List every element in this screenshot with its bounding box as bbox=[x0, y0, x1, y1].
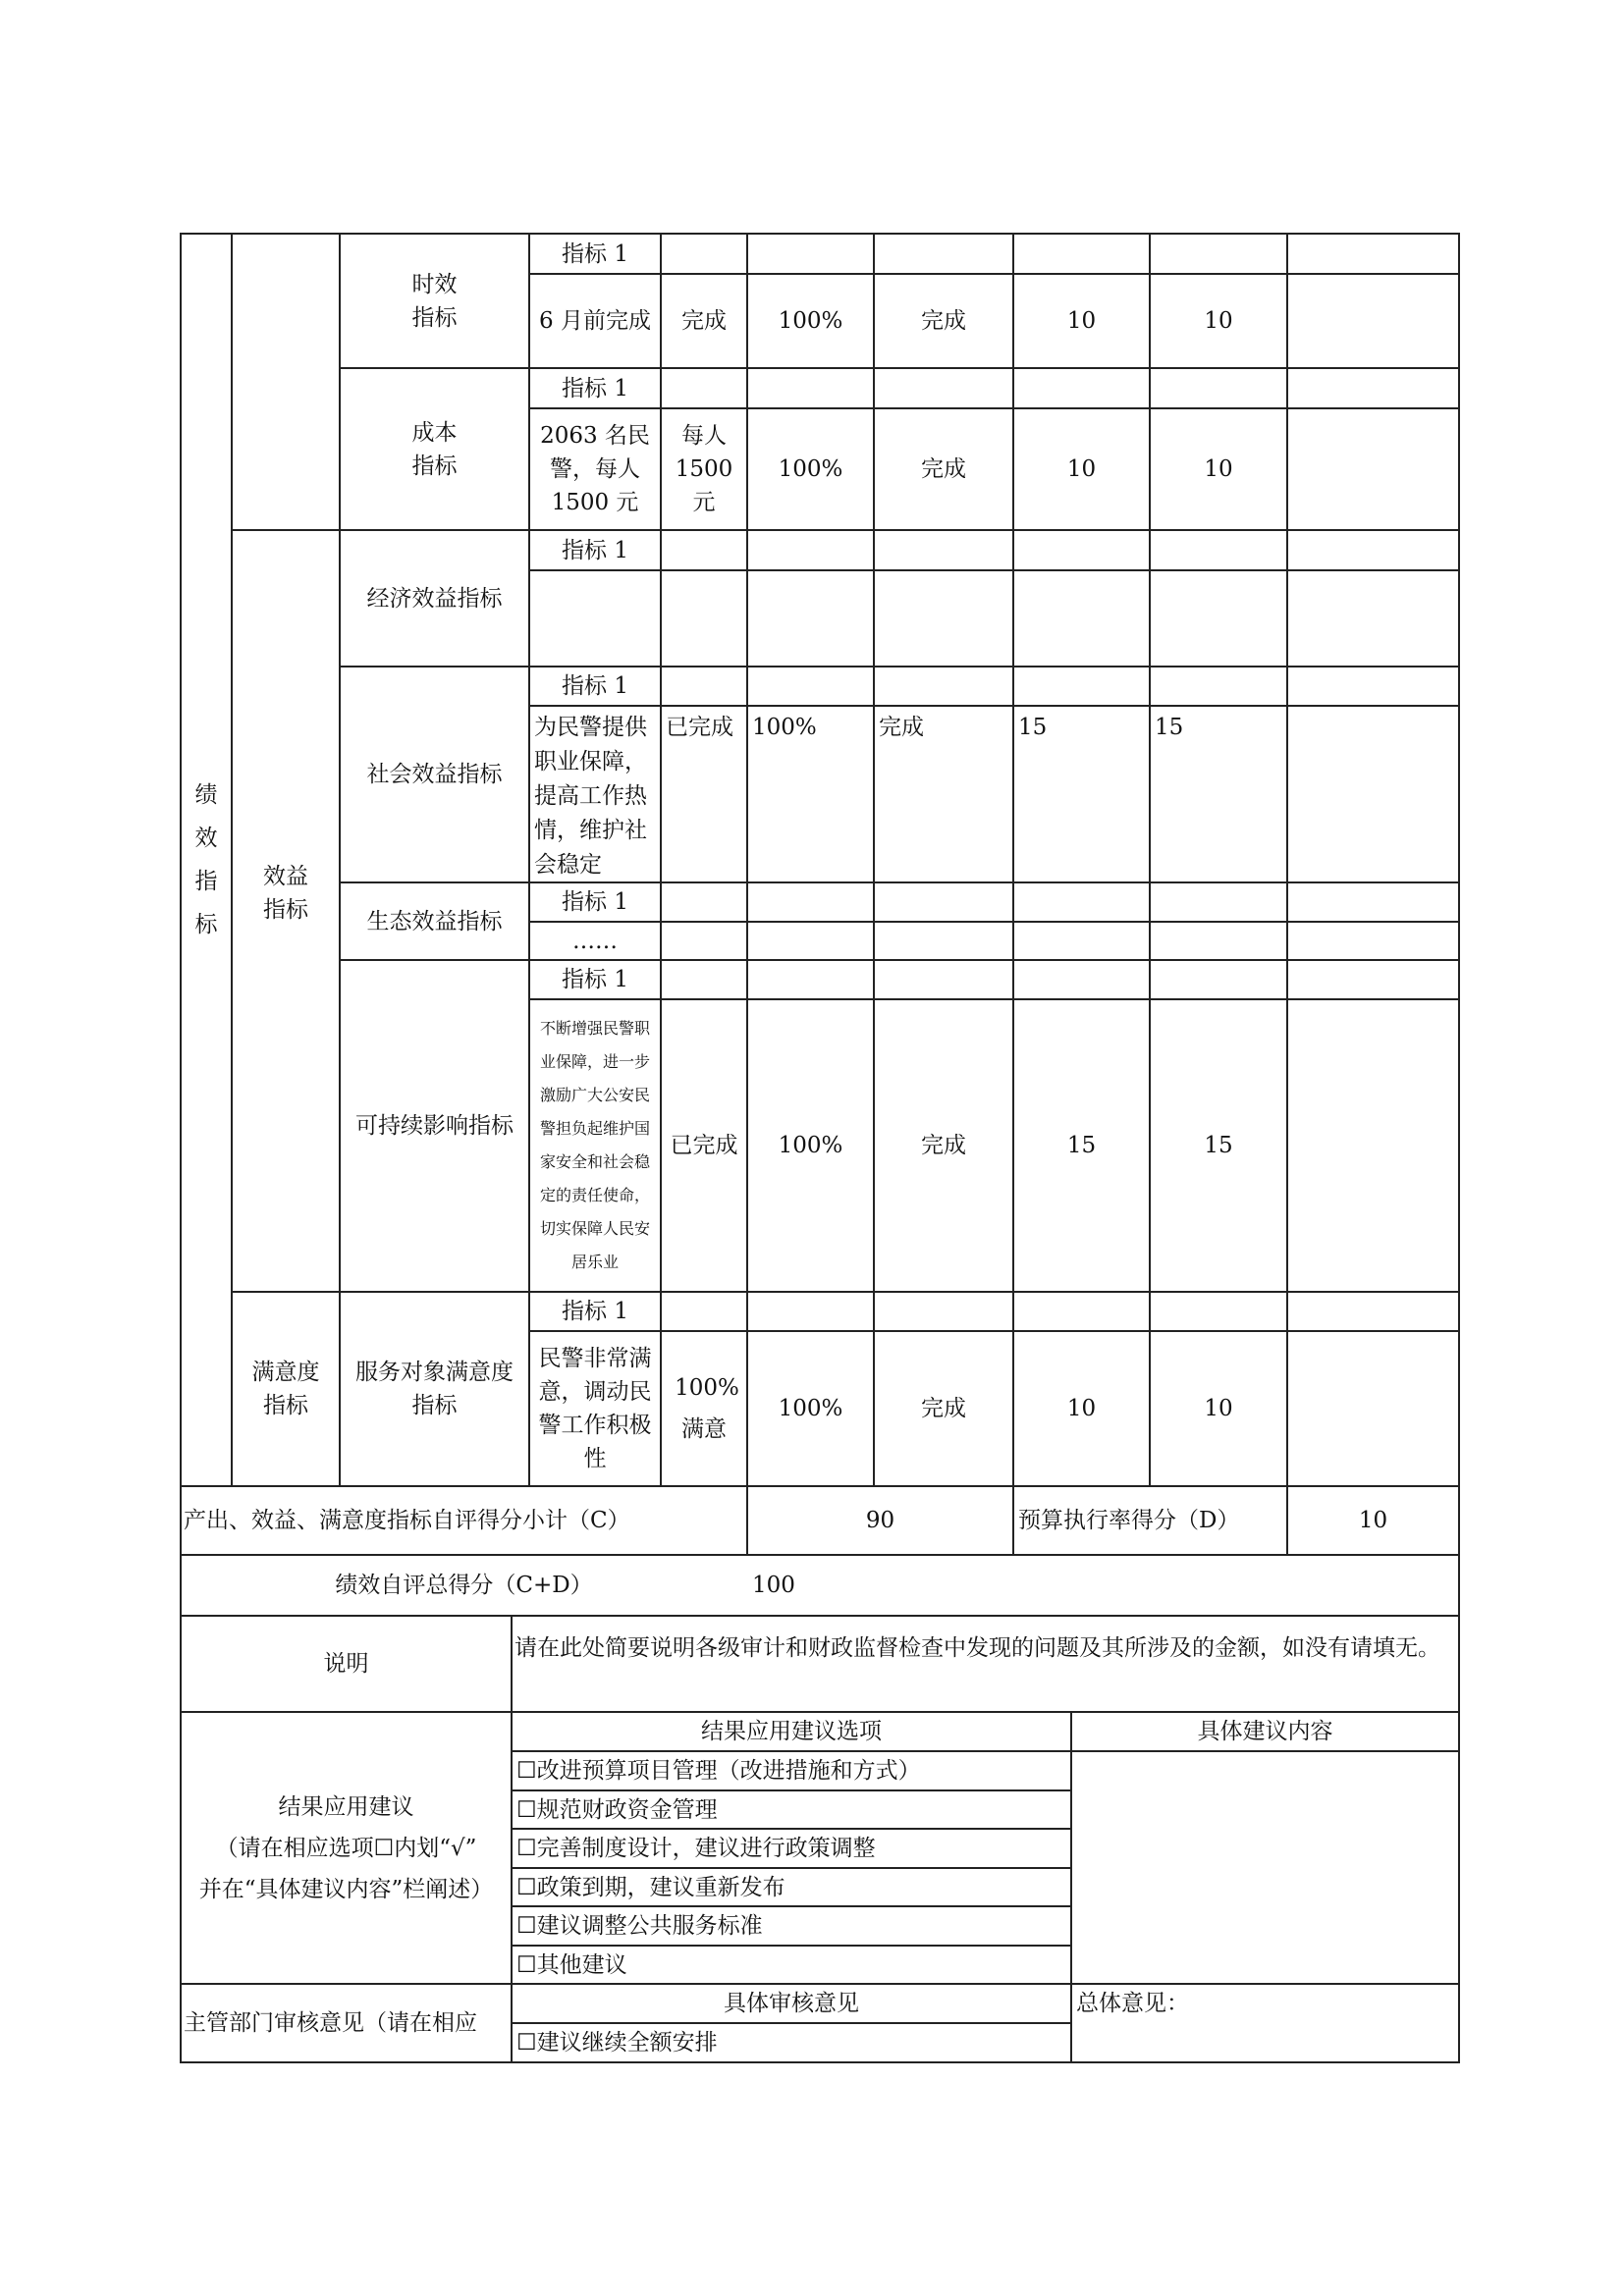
satisfaction-indicators-label: 满意度指标 bbox=[251, 1360, 320, 1418]
social-weight: 15 bbox=[1018, 715, 1048, 740]
economic-benefit-label: 经济效益指标 bbox=[366, 585, 503, 612]
satisfaction-score: 10 bbox=[1204, 1396, 1233, 1421]
grid-line bbox=[528, 921, 1458, 923]
cost-indicator-name: 指标 1 bbox=[562, 375, 628, 401]
satisfaction-weight: 10 bbox=[1066, 1396, 1097, 1421]
sustainable-target: 不断增强民警职业保障，进一步激励广大公安民警担负起维护国家安全和社会稳定的责任使命，切实保障人民安居乐业 bbox=[539, 1019, 650, 1271]
ecological-more: …… bbox=[572, 928, 618, 954]
sustainable-actual: 已完成 bbox=[670, 1133, 738, 1158]
timeliness-actual: 完成 bbox=[681, 308, 727, 334]
option-adjust-service-standard[interactable]: ☐建议调整公共服务标准 bbox=[516, 1913, 763, 1939]
grid-line bbox=[180, 2061, 1458, 2063]
review-label: 主管部门审核意见（请在相应 bbox=[184, 2010, 477, 2036]
sustainable-status: 完成 bbox=[921, 1133, 966, 1158]
subtotal-value: 90 bbox=[865, 1508, 895, 1533]
timeliness-indicator-label: 时效指标 bbox=[411, 271, 458, 331]
sustainable-rate: 100% bbox=[778, 1133, 843, 1158]
sustainable-weight: 15 bbox=[1066, 1133, 1097, 1158]
cost-score: 10 bbox=[1204, 456, 1233, 482]
economic-indicator-name: 指标 1 bbox=[562, 537, 628, 563]
ecological-indicator-name: 指标 1 bbox=[562, 889, 628, 915]
cost-rate: 100% bbox=[778, 456, 843, 482]
option-policy-reissue[interactable]: ☐政策到期，建议重新发布 bbox=[516, 1874, 785, 1900]
result-options-header: 结果应用建议选项 bbox=[701, 1719, 882, 1744]
performance-indicators-label bbox=[182, 235, 231, 1485]
review-option-full-funding[interactable]: ☐建议继续全额安排 bbox=[516, 2030, 718, 2056]
timeliness-status: 完成 bbox=[921, 308, 966, 334]
satisfaction-status: 完成 bbox=[921, 1396, 966, 1421]
timeliness-weight: 10 bbox=[1066, 308, 1097, 334]
timeliness-rate: 100% bbox=[778, 308, 843, 334]
option-improve-system-design[interactable]: ☐完善制度设计，建议进行政策调整 bbox=[516, 1836, 876, 1861]
result-application-title: 结果应用建议 bbox=[278, 1793, 414, 1820]
result-content-header: 具体建议内容 bbox=[1197, 1719, 1333, 1744]
cost-weight: 10 bbox=[1066, 456, 1097, 482]
grid-line bbox=[528, 569, 1458, 571]
benefit-indicators-label: 效益指标 bbox=[263, 864, 308, 923]
satisfaction-target: 民警非常满意，调动民警工作积极性 bbox=[538, 1346, 652, 1471]
subtotal-label: 产出、效益、满意度指标自评得分小计（C） bbox=[184, 1508, 630, 1533]
sustainable-score: 15 bbox=[1204, 1133, 1233, 1158]
result-application-hint-1: （请在相应选项☐内划“√” bbox=[215, 1835, 477, 1861]
sustainable-indicator-name: 指标 1 bbox=[562, 967, 628, 992]
social-indicator-name: 指标 1 bbox=[562, 673, 628, 699]
total-score-label: 绩效自评总得分（C+D） bbox=[335, 1573, 593, 1598]
note-label: 说明 bbox=[323, 1651, 369, 1677]
sustainable-impact-label: 可持续影响指标 bbox=[355, 1113, 514, 1139]
result-application-hint-2: 并在“具体建议内容”栏阐述） bbox=[198, 1876, 494, 1902]
satisfaction-actual: 100% 满意 bbox=[675, 1375, 739, 1442]
option-standardize-fund-management[interactable]: ☐规范财政资金管理 bbox=[516, 1796, 718, 1823]
total-score-value: 100 bbox=[752, 1573, 795, 1598]
timeliness-score: 10 bbox=[1204, 308, 1233, 334]
timeliness-target: 6 月前完成 bbox=[539, 308, 651, 334]
note-text: 请在此处简要说明各级审计和财政监督检查中发现的问题及其所涉及的金额，如没有请填无。 bbox=[514, 1635, 1440, 1661]
social-target: 为民警提供职业保障，提高工作热情，维护社会稳定 bbox=[534, 715, 647, 878]
option-improve-budget-management[interactable]: ☐改进预算项目管理（改进措施和方式） bbox=[516, 1758, 921, 1784]
option-other[interactable]: ☐其他建议 bbox=[516, 1951, 627, 1978]
ecological-benefit-label: 生态效益指标 bbox=[366, 908, 503, 934]
timeliness-indicator-name: 指标 1 bbox=[562, 240, 628, 267]
cost-indicator-label: 成本指标 bbox=[411, 419, 458, 479]
grid-line bbox=[1286, 233, 1288, 1554]
service-satisfaction-label: 服务对象满意度指标 bbox=[355, 1360, 514, 1418]
cost-actual: 每人 1500 元 bbox=[675, 423, 733, 515]
grid-line bbox=[1458, 233, 1460, 2063]
social-status: 完成 bbox=[879, 715, 924, 740]
cost-target: 2063 名民警，每人 1500 元 bbox=[540, 423, 650, 515]
budget-execution-value: 10 bbox=[1358, 1508, 1388, 1533]
satisfaction-rate: 100% bbox=[778, 1396, 843, 1421]
performance-indicators-text: 绩效指标 bbox=[194, 782, 218, 937]
budget-execution-label: 预算执行率得分（D） bbox=[1018, 1508, 1240, 1533]
result-content-field[interactable] bbox=[1072, 1752, 1458, 1983]
result-application-label bbox=[182, 1713, 511, 1983]
social-benefit-label: 社会效益指标 bbox=[366, 762, 503, 787]
cost-status: 完成 bbox=[921, 456, 966, 482]
social-score: 15 bbox=[1155, 715, 1184, 740]
social-rate: 100% bbox=[752, 715, 817, 740]
satisfaction-indicator-name: 指标 1 bbox=[562, 1299, 628, 1324]
review-overall-opinion[interactable]: 总体意见： bbox=[1076, 1991, 1189, 2016]
social-actual: 已完成 bbox=[666, 715, 733, 740]
review-detail-header: 具体审核意见 bbox=[724, 1991, 859, 2016]
